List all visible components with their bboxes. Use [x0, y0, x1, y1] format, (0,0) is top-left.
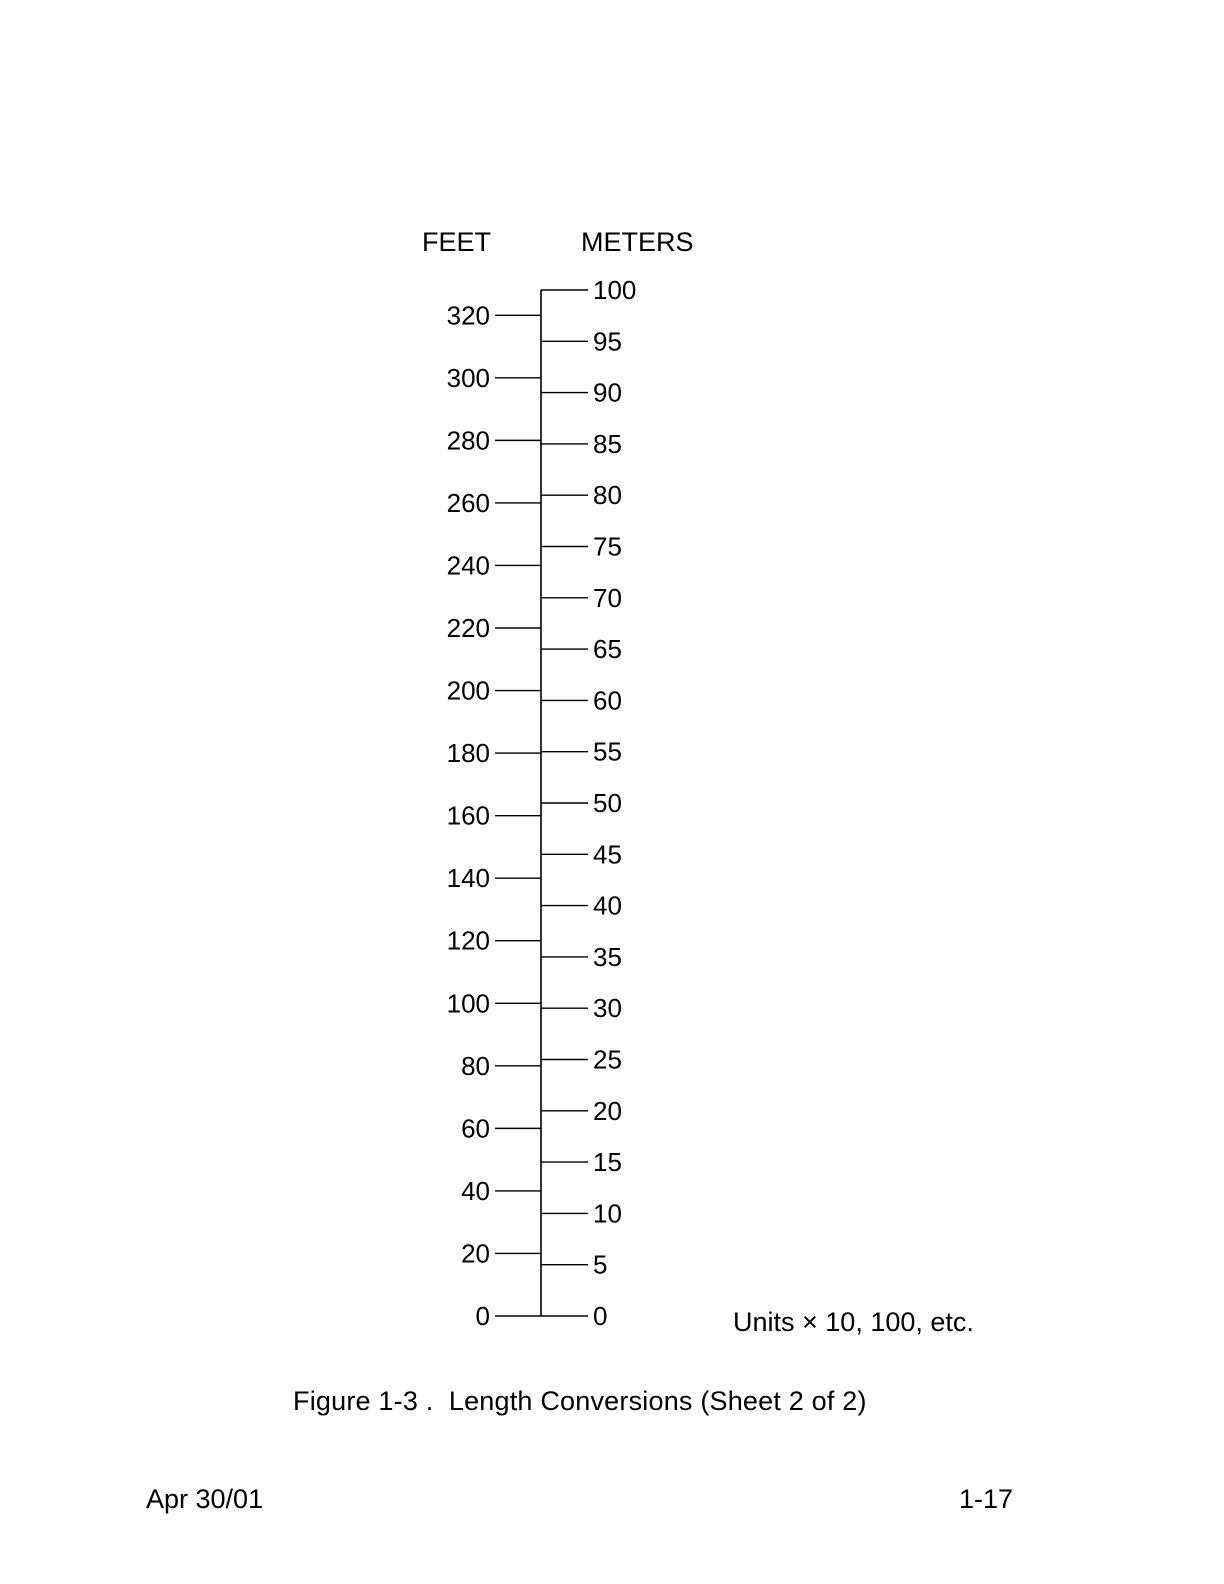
- feet-tick-label-260: 260: [446, 487, 490, 518]
- feet-tick-label-300: 300: [446, 362, 490, 393]
- feet-tick-label-60: 60: [461, 1113, 490, 1144]
- feet-tick-label-280: 280: [446, 425, 490, 456]
- feet-tick-label-320: 320: [446, 300, 490, 331]
- feet-tick-label-20: 20: [461, 1238, 490, 1269]
- meter-tick-label-5: 5: [593, 1249, 608, 1280]
- meter-tick-label-50: 50: [593, 788, 622, 818]
- feet-tick-label-0: 0: [475, 1301, 490, 1331]
- meter-tick-label-20: 20: [593, 1095, 622, 1126]
- footer-page-number: 1-17: [959, 1484, 1014, 1514]
- footer-date: Apr 30/01: [146, 1484, 264, 1514]
- feet-tick-label-180: 180: [446, 738, 490, 769]
- meter-tick-group: [541, 275, 636, 1331]
- units-note: Units × 10, 100, etc.: [733, 1307, 974, 1337]
- meter-tick-label-70: 70: [593, 582, 622, 613]
- feet-tick-label-140: 140: [446, 863, 490, 894]
- feet-tick-label-100: 100: [446, 988, 490, 1019]
- meter-tick-label-25: 25: [593, 1044, 622, 1075]
- feet-tick-label-200: 200: [446, 675, 490, 706]
- meters-column-header: METERS: [581, 227, 694, 257]
- feet-tick-label-240: 240: [446, 550, 490, 581]
- meter-tick-label-10: 10: [593, 1198, 622, 1229]
- meter-tick-label-95: 95: [593, 326, 622, 357]
- feet-tick-label-40: 40: [461, 1175, 490, 1206]
- feet-tick-label-120: 120: [446, 925, 490, 956]
- feet-column-header: FEET: [422, 227, 492, 257]
- meter-tick-label-90: 90: [593, 377, 622, 408]
- meter-tick-label-45: 45: [593, 839, 622, 870]
- meter-tick-label-65: 65: [593, 634, 622, 665]
- meter-tick-label-100: 100: [593, 275, 637, 305]
- figure-caption: Figure 1-3 . Length Conversions (Sheet 2 of 2): [293, 1386, 867, 1416]
- feet-tick-group: [447, 300, 541, 1331]
- meter-tick-label-40: 40: [593, 890, 622, 921]
- meter-tick-label-15: 15: [593, 1147, 622, 1178]
- meter-tick-label-60: 60: [593, 685, 622, 716]
- meter-tick-label-80: 80: [593, 480, 622, 511]
- feet-tick-label-80: 80: [461, 1050, 490, 1081]
- meter-tick-label-35: 35: [593, 941, 622, 972]
- meter-tick-label-30: 30: [593, 993, 622, 1024]
- meter-tick-label-75: 75: [593, 531, 622, 562]
- meter-tick-label-55: 55: [593, 736, 622, 767]
- feet-tick-label-220: 220: [446, 613, 490, 644]
- feet-tick-label-160: 160: [446, 800, 490, 831]
- meter-tick-label-85: 85: [593, 428, 622, 459]
- meter-tick-label-0: 0: [593, 1301, 608, 1331]
